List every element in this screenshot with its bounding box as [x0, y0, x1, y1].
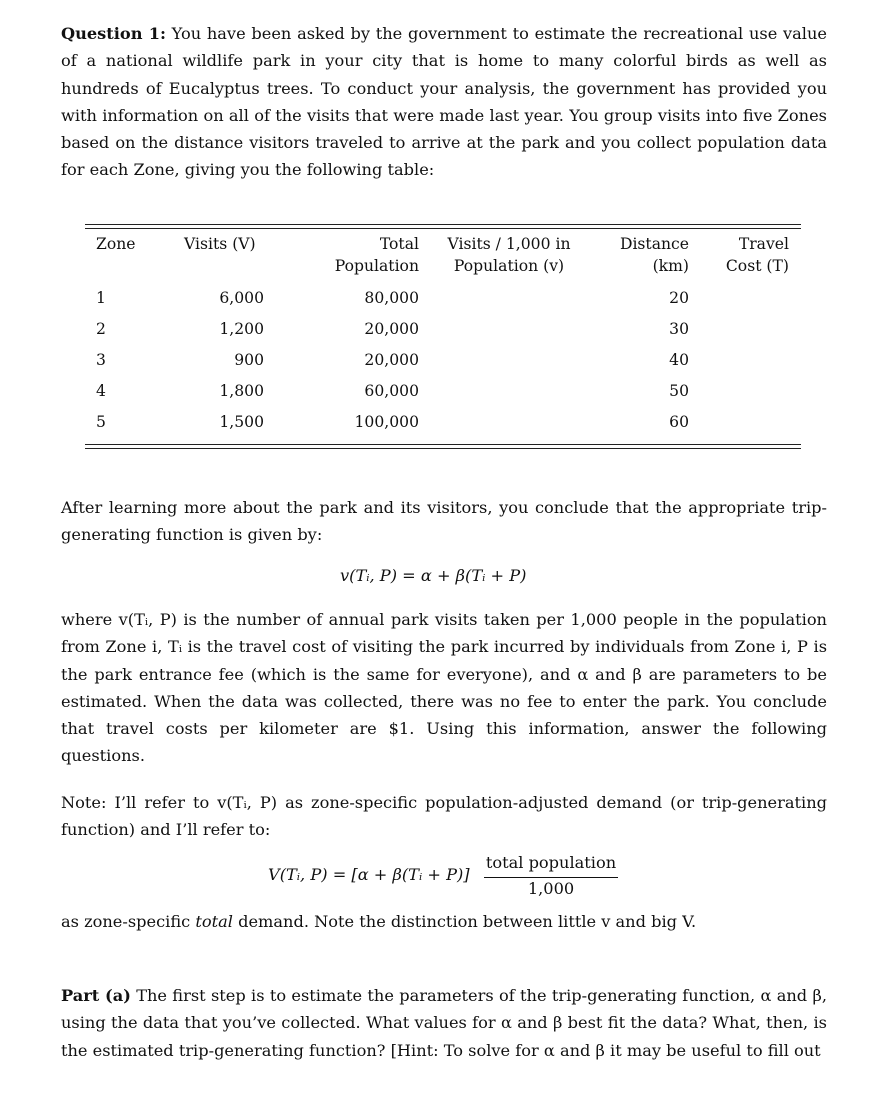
row5-distance: 60 [669, 413, 689, 431]
row1-distance: 20 [669, 289, 689, 307]
header-visits: Visits (V) [184, 235, 256, 253]
question-label: Question 1: [61, 24, 166, 43]
row1-zone: 1 [96, 289, 106, 307]
row4-visits: 1,800 [219, 382, 264, 400]
table-bottom-rule-1 [85, 444, 801, 445]
row4-zone: 4 [96, 382, 106, 400]
trip-function-intro: After learning more about the park and its visitors, you conclude that the appropriate trip-generating function is given by: [61, 498, 827, 545]
total-demand-note-pre: as zone-specific [61, 912, 196, 931]
fraction-denominator: 1,000 [527, 879, 575, 898]
variables-description: where v(Tᵢ, P) is the number of annual park visits taken per 1,000 people in the population from Zone i, Tᵢ is the travel cost of visiting the park incurred by individuals from Zone i, P is the park entrance fee (which is the same for everyone), and α and β are parameters to be estimated. When the data was collected, there was no fee to enter the park. You conclude that travel costs per kilometer are $1. Using this information, answer the following questions. [61, 610, 827, 766]
header-cost-l2: Cost (T) [725, 257, 789, 275]
header-population-l2: Population [334, 257, 419, 275]
question-paragraph [61, 20, 827, 184]
row5-visits: 1,500 [219, 413, 264, 431]
total-demand-lhs: V(Tᵢ, P) = [α + β(Tᵢ + P)] [268, 865, 470, 884]
header-population-l1: Total [379, 235, 419, 253]
row2-population: 20,000 [364, 320, 419, 338]
total-demand-note [61, 908, 827, 935]
total-demand-note-post: demand. Note the distinction between little v and big V. [232, 912, 697, 931]
row2-visits: 1,200 [219, 320, 264, 338]
header-cost-l1: Travel [738, 235, 789, 253]
row4-distance: 50 [669, 382, 689, 400]
row1-visits: 6,000 [219, 289, 264, 307]
header-per1000-l1: Visits / 1,000 in [447, 235, 571, 253]
row5-population: 100,000 [354, 413, 419, 431]
row3-zone: 3 [96, 351, 106, 369]
header-zone: Zone [96, 235, 136, 253]
header-distance-l1: Distance [619, 235, 689, 253]
row4-population: 60,000 [364, 382, 419, 400]
row3-population: 20,000 [364, 351, 419, 369]
row1-population: 80,000 [364, 289, 419, 307]
question-text: You have been asked by the government to estimate the recreational use value of a national wildlife park in your city that is home to many colorful birds as well as hundreds of Eucalyptus trees. To conduct your analysis, the government has provided you with information on all of the visits that were made last year. You group visits into five Zones based on the distance visitors traveled to arrive at the park and you collect population data for each Zone, giving you the following table: [61, 24, 827, 180]
table-top-rule-1 [85, 224, 801, 225]
note-paragraph: Note: I’ll refer to v(Tᵢ, P) as zone-specific population-adjusted demand (or trip-generating function) and I’ll refer to: [61, 793, 827, 840]
table-bottom-rule-2 [85, 448, 801, 449]
row2-distance: 30 [669, 320, 689, 338]
trip-generating-equation: v(Tᵢ, P) = α + β(Tᵢ + P) [340, 566, 527, 585]
row3-visits: 900 [234, 351, 264, 369]
row2-zone: 2 [96, 320, 106, 338]
row5-zone: 5 [96, 413, 106, 431]
row3-distance: 40 [669, 351, 689, 369]
fraction-numerator: total population [485, 853, 617, 872]
part-a-text: The first step is to estimate the parameters of the trip-generating function, α and β, using the data that you’ve collected. What values for α and β best fit the data? What, then, is the estimated trip-generating function? [Hint: To solve for α and β it may be useful to fill out [61, 986, 827, 1060]
part-a-paragraph [61, 982, 827, 1064]
table-top-rule-2 [85, 228, 801, 229]
header-per1000-l2: Population (v) [453, 257, 565, 275]
part-a-label: Part (a) [61, 986, 131, 1005]
header-distance-l2: (km) [652, 257, 689, 275]
fraction-bar [484, 877, 618, 878]
total-demand-note-em: total [195, 912, 233, 931]
